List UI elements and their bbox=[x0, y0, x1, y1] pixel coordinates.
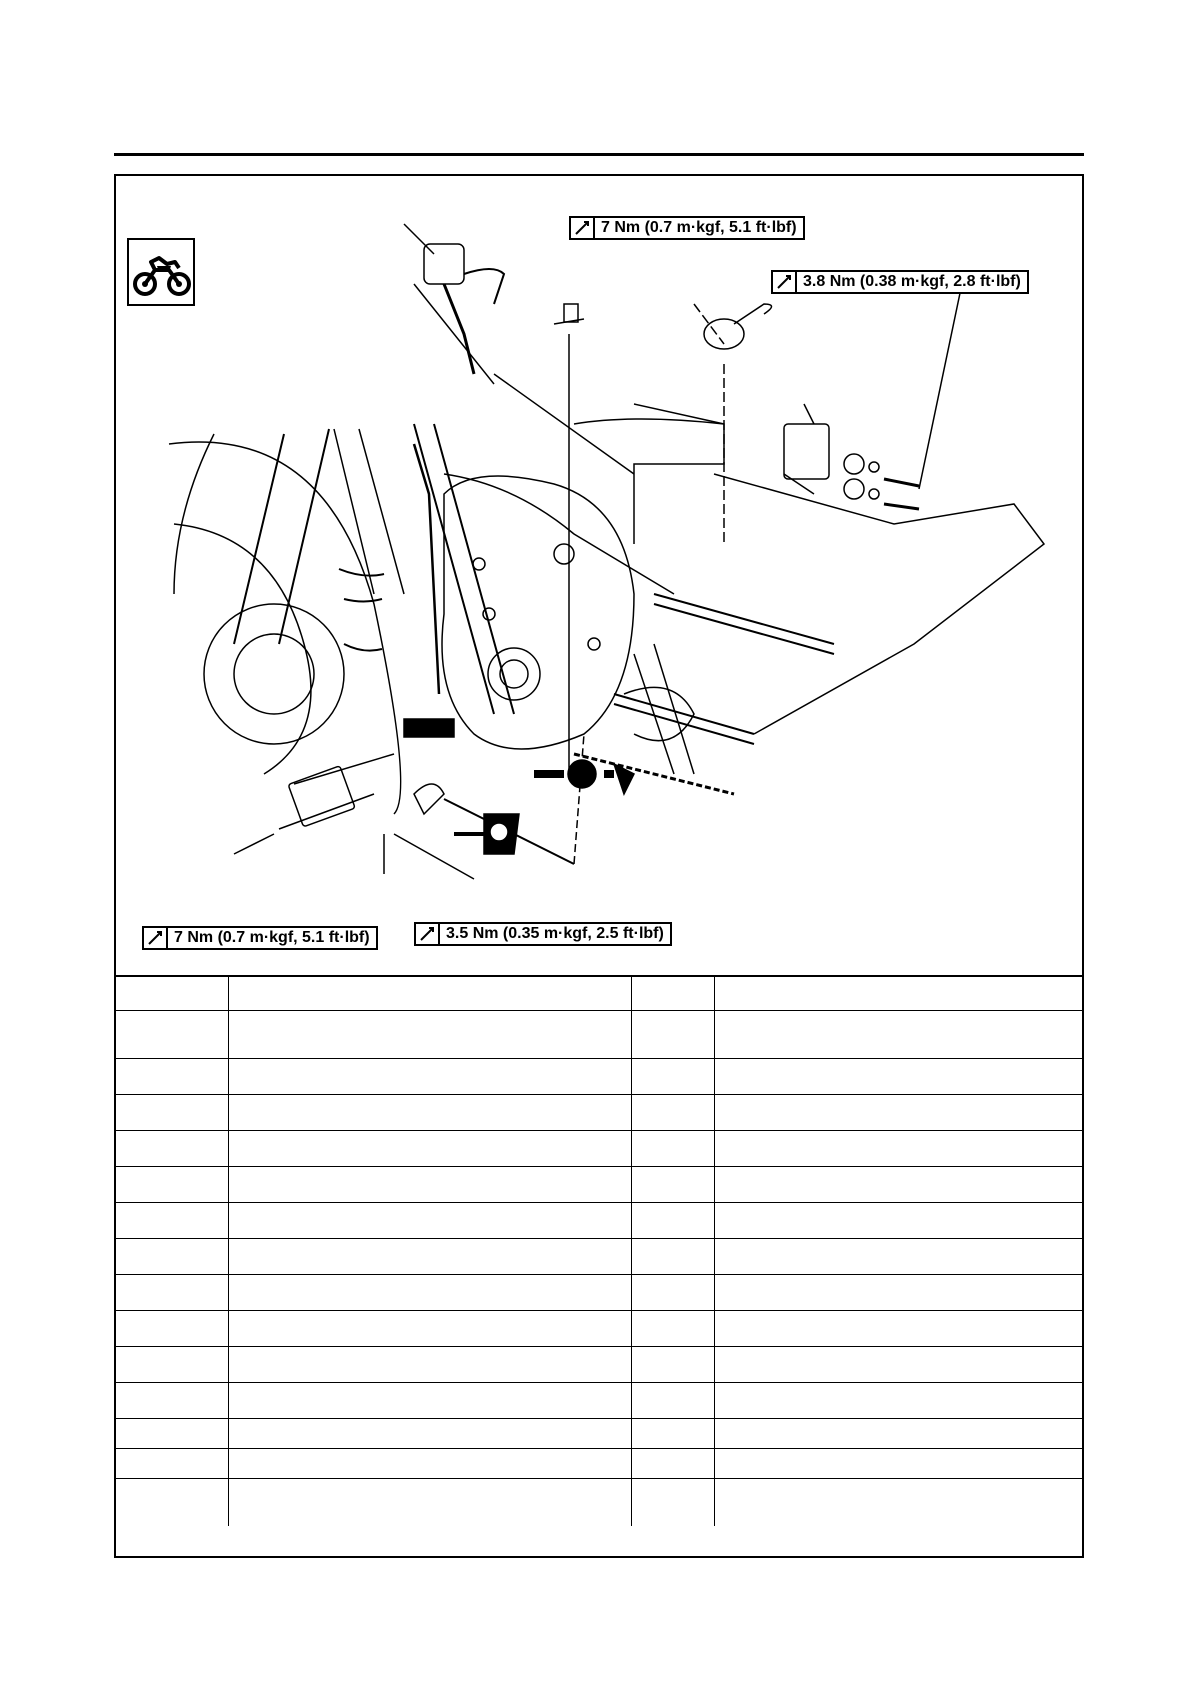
table-row bbox=[114, 1202, 1084, 1238]
table-row bbox=[114, 1448, 1084, 1478]
table-row bbox=[114, 1478, 1084, 1526]
torque-spec-rectifier bbox=[142, 926, 378, 950]
torque-value: 3.5 Nm (0.35 m·kgf, 2.5 ft·lbf) bbox=[446, 925, 664, 942]
parts-table bbox=[114, 975, 1084, 1526]
torque-spec-ignition-coil bbox=[569, 216, 805, 240]
table-row bbox=[114, 1346, 1084, 1382]
exploded-diagram bbox=[114, 174, 1084, 974]
table-row bbox=[114, 1010, 1084, 1058]
torque-spec-cdi-unit bbox=[771, 270, 1029, 294]
table-row bbox=[114, 1130, 1084, 1166]
wrench-icon bbox=[571, 218, 595, 238]
torque-spec-sensor bbox=[414, 922, 672, 946]
wrench-icon bbox=[416, 924, 440, 944]
table-row bbox=[114, 1274, 1084, 1310]
torque-value: 7 Nm (0.7 m·kgf, 5.1 ft·lbf) bbox=[601, 219, 797, 236]
wrench-icon bbox=[144, 928, 168, 948]
top-rule bbox=[114, 153, 1084, 156]
table-row bbox=[114, 976, 1084, 1010]
table-row bbox=[114, 1310, 1084, 1346]
torque-value: 3.8 Nm (0.38 m·kgf, 2.8 ft·lbf) bbox=[803, 273, 1021, 290]
table-row bbox=[114, 1238, 1084, 1274]
table-row bbox=[114, 1382, 1084, 1418]
table-row bbox=[114, 1166, 1084, 1202]
table-row bbox=[114, 1058, 1084, 1094]
table-row bbox=[114, 1418, 1084, 1448]
table-row bbox=[114, 1094, 1084, 1130]
wrench-icon bbox=[773, 272, 797, 292]
torque-value: 7 Nm (0.7 m·kgf, 5.1 ft·lbf) bbox=[174, 929, 370, 946]
